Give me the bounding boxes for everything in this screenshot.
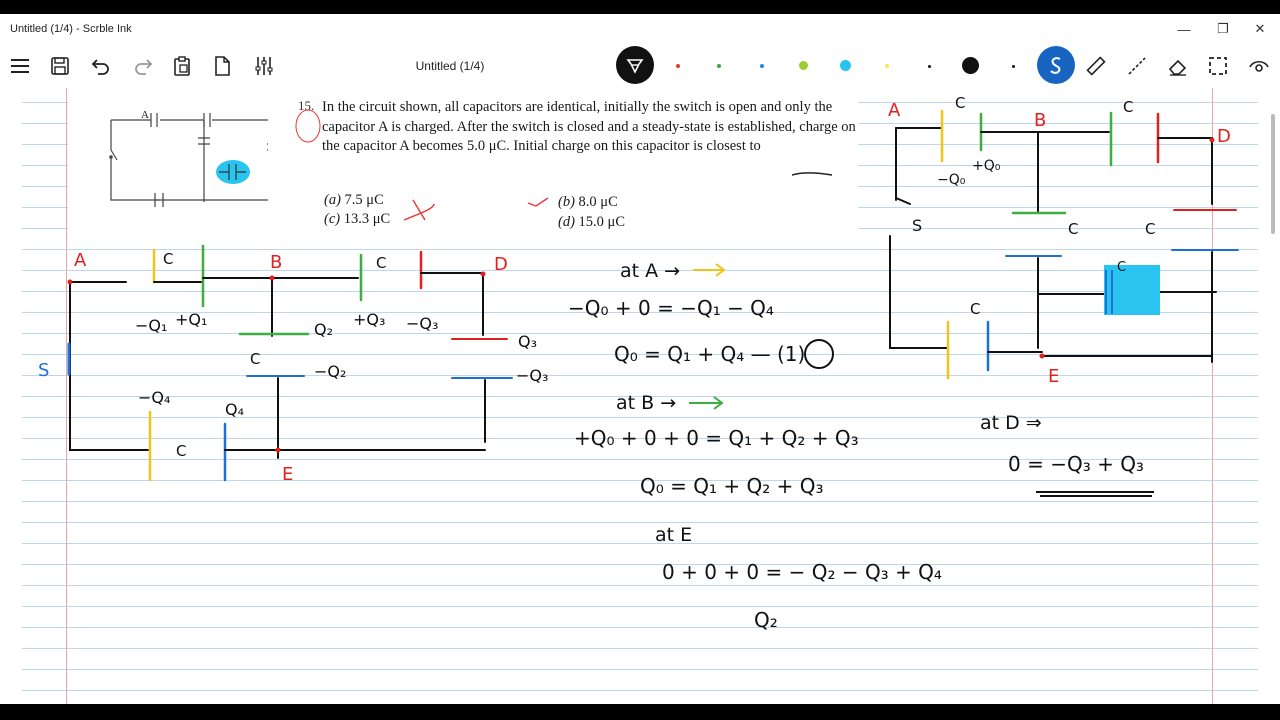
equation-1: −Q₀ + 0 = −Q₁ − Q₄	[568, 296, 774, 320]
charge-minus-q3: −Q₃	[406, 314, 439, 333]
node-label-d: D	[494, 254, 508, 275]
charge-minus-q1: −Q₁	[135, 316, 168, 335]
question-text: In the circuit shown, all capacitors are identical, initially the switch is open and only the capacitor A is charged. After the switch is closed and a steady-state is established, charge on the capacitor A becomes 5.0 μC. Initial charge on this capacitor is closest to	[322, 99, 856, 154]
charge-plus-q1: +Q₁	[175, 310, 208, 329]
right-switch-s: S	[912, 216, 923, 235]
diagram-label-a: A	[141, 109, 149, 121]
switch-label-s: S	[38, 360, 50, 381]
cap-label-c: C	[163, 250, 174, 268]
right-charge-minus-q0: −Q₀	[937, 172, 966, 188]
right-node-e: E	[1048, 366, 1060, 387]
cap-label-c3: C	[250, 350, 261, 368]
note-at-d: at D ⇒	[980, 412, 1042, 434]
equation-3: +Q₀ + 0 + 0 = Q₁ + Q₂ + Q₃	[574, 426, 859, 450]
question-number: 15.	[298, 98, 315, 113]
right-cap-c3: C	[1068, 220, 1079, 238]
note-at-a: at A →	[620, 260, 681, 282]
equation-7: 0 = −Q₃ + Q₃	[1008, 452, 1144, 476]
option-b: (b) 8.0 μC	[558, 194, 618, 210]
window-title: Untitled (1/4) - Scrble Ink	[10, 23, 132, 35]
charge-q3: Q₃	[518, 332, 538, 351]
node-label-e: E	[282, 464, 294, 485]
charge-minus-q2: −Q₂	[314, 362, 347, 381]
right-cap-c2: C	[1123, 98, 1134, 116]
minimize-button[interactable]: —	[1177, 21, 1191, 37]
right-node-b: B	[1034, 110, 1047, 131]
node-label-a: A	[74, 250, 87, 271]
node-label-b: B	[270, 252, 283, 273]
right-node-d: D	[1217, 126, 1231, 147]
right-cap-c1: C	[955, 94, 966, 112]
document-title: Untitled (1/4)	[415, 59, 485, 73]
close-button[interactable]: ✕	[1254, 21, 1266, 36]
equation-5: 0 + 0 + 0 = − Q₂ − Q₃ + Q₄	[662, 560, 942, 584]
right-cap-c-highlight: C	[1117, 260, 1127, 275]
right-cap-c4: C	[1145, 220, 1156, 238]
note-at-e: at E	[655, 524, 693, 546]
right-cap-c5: C	[970, 300, 981, 318]
equation-4: Q₀ = Q₁ + Q₂ + Q₃	[640, 474, 824, 498]
option-c: (c) 13.3 μC	[324, 211, 391, 227]
charge-plus-q3: +Q₃	[353, 310, 386, 329]
option-a: (a) 7.5 μC	[324, 192, 384, 208]
charge-q2: Q₂	[314, 320, 334, 339]
equation-6: Q₂	[754, 608, 778, 632]
charge-minus-q3-b: −Q₃	[516, 366, 549, 385]
app-window	[0, 14, 1280, 704]
charge-q4: Q₄	[225, 400, 245, 419]
cap-label-c4: C	[176, 442, 187, 460]
note-at-b: at B →	[616, 392, 677, 414]
right-charge-plus-q0: +Q₀	[972, 158, 1001, 174]
option-d: (d) 15.0 μC	[558, 214, 625, 230]
cap-label-c2: C	[376, 254, 387, 272]
equation-2: Q₀ = Q₁ + Q₄ — (1)	[614, 342, 806, 366]
charge-minus-q4: −Q₄	[138, 388, 171, 407]
right-node-a: A	[888, 100, 901, 121]
maximize-button[interactable]: ❐	[1217, 21, 1229, 36]
